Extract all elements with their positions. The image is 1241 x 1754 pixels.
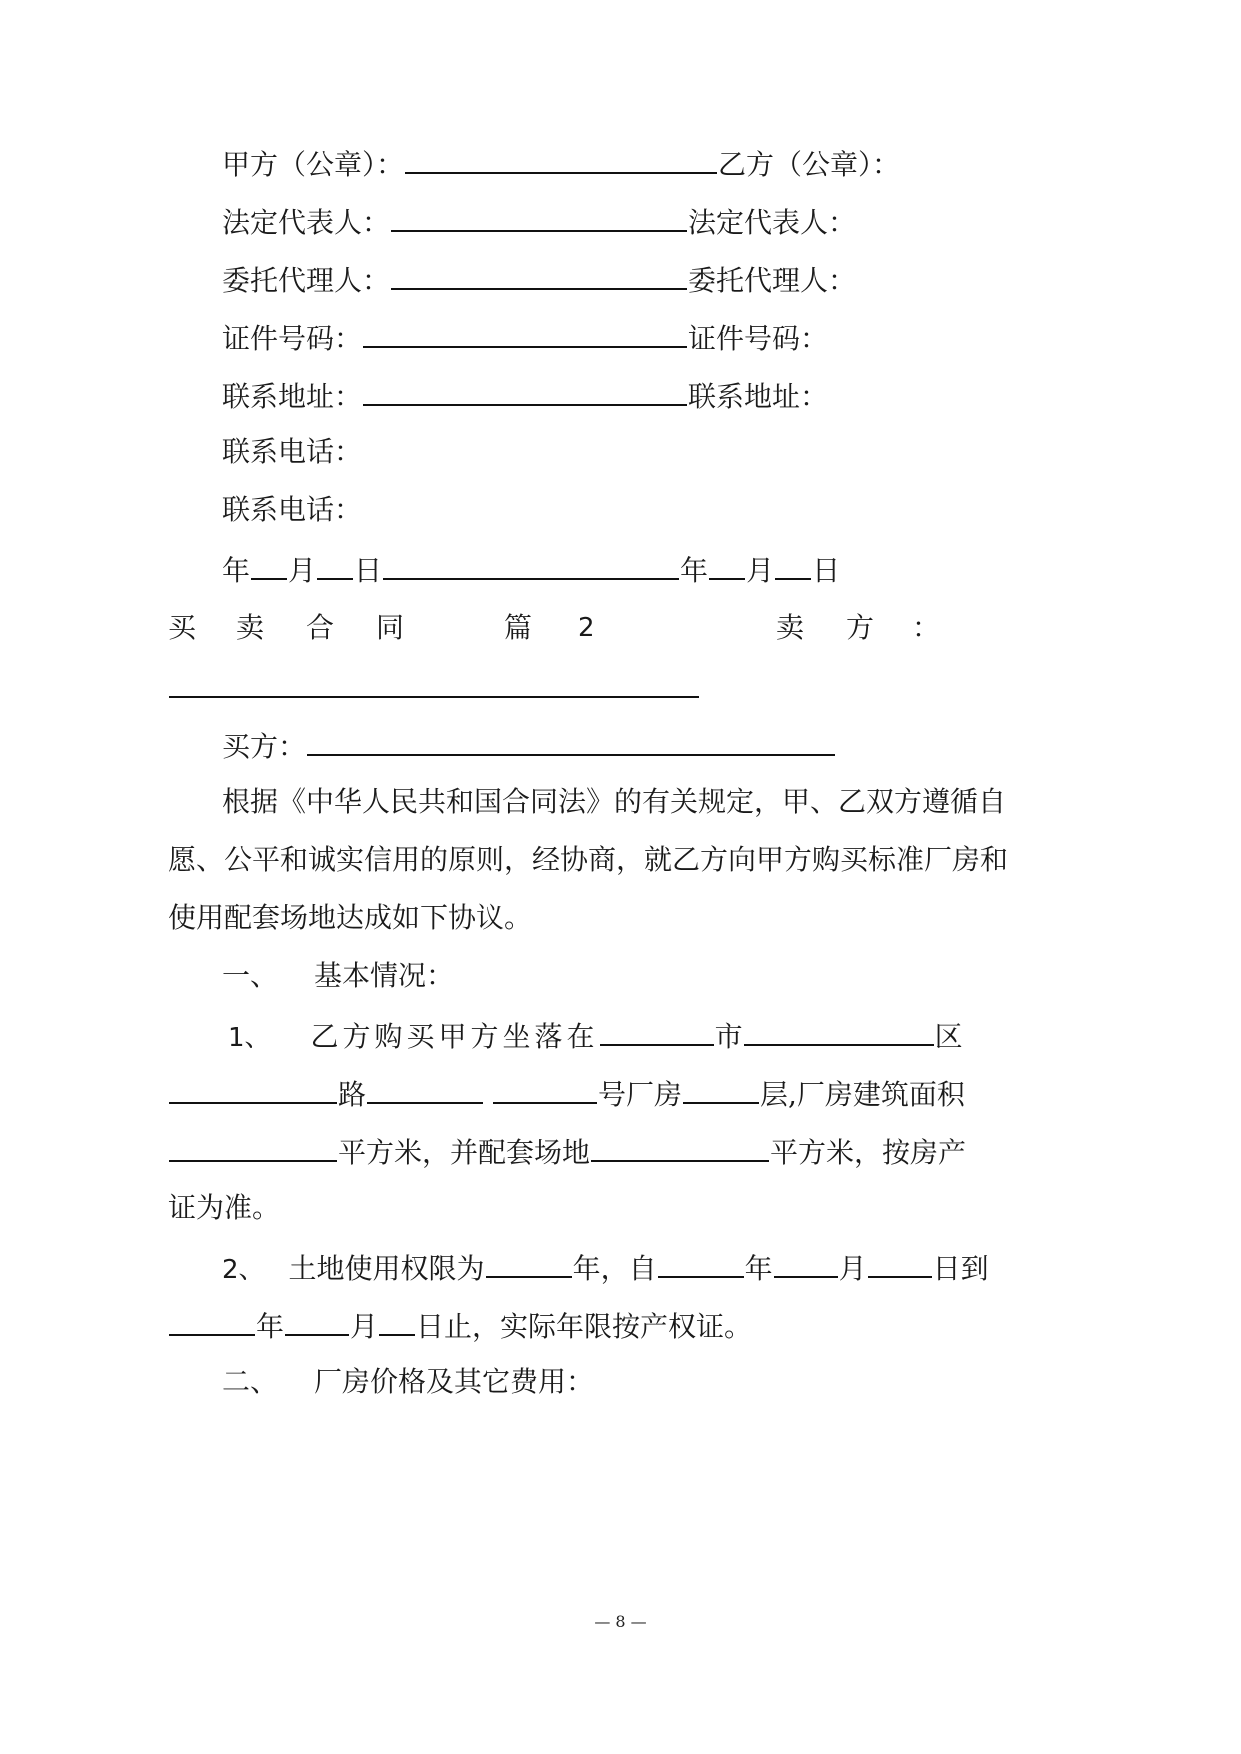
- title-number: 2: [578, 613, 595, 643]
- item2-text-a: 土地使用权限为: [288, 1252, 485, 1285]
- legal-rep-row: [222, 200, 856, 260]
- seal-row: [222, 142, 900, 202]
- item1-sqm2: 平方米，按房产: [770, 1136, 967, 1169]
- seller-char: 方: [846, 611, 875, 644]
- item1-line-1: [228, 1014, 963, 1074]
- title-char: 同: [376, 611, 405, 644]
- section2-num: 二、: [222, 1365, 279, 1398]
- agent-blank: [391, 258, 687, 290]
- legal-rep-b-label: 法定代表人：: [688, 206, 857, 239]
- item1-floor: 层,厂房建筑面积: [760, 1078, 965, 1111]
- address-row: [222, 374, 828, 434]
- legal-rep-a-label: 法定代表人：: [222, 206, 391, 239]
- item1-line-2: [168, 1072, 965, 1132]
- phone-b-label: 联系电话：: [222, 493, 363, 526]
- item1-area-blank: [169, 1072, 337, 1104]
- id-no-blank: [363, 316, 687, 348]
- item1-sqm: 平方米，并配套场地: [338, 1136, 591, 1169]
- phone-a-row: [222, 432, 362, 492]
- buyer-label: 买方：: [222, 730, 307, 763]
- date-b-month: 月: [746, 554, 775, 587]
- id-no-b-label: 证件号码：: [688, 322, 829, 355]
- agent-b-label: 委托代理人：: [688, 264, 857, 297]
- party-b-seal-label: 乙方（公章）：: [718, 148, 901, 181]
- item1-district-blank: [744, 1014, 934, 1046]
- section1-num: 一、: [222, 959, 279, 992]
- preamble-line-1: 根据《中华人民共和国合同法》的有关规定，甲、乙双方遵循自: [222, 785, 1007, 818]
- agent-row: [222, 258, 856, 318]
- buyer-blank: [307, 724, 835, 756]
- item2-line-2: [168, 1304, 752, 1364]
- section2-heading: [222, 1362, 594, 1422]
- id-no-row: [222, 316, 828, 376]
- item2-to-year-blank: [169, 1304, 255, 1336]
- item2-from-month-blank: [774, 1246, 838, 1278]
- item2-years-blank: [486, 1246, 572, 1278]
- date-a-day-blank: [317, 548, 353, 580]
- item1-sqm-blank: [169, 1130, 337, 1162]
- section1-title: 基本情况：: [314, 959, 455, 992]
- date-row: [222, 548, 840, 608]
- section2-title: 厂房价格及其它费用：: [314, 1365, 595, 1398]
- item2-to-day-blank: [379, 1304, 415, 1336]
- item2-y2: 年: [256, 1310, 285, 1343]
- item2-num: 2、: [222, 1255, 265, 1285]
- date-a-day: 日: [354, 554, 383, 587]
- preamble-line-3: 使用配套场地达成如下协议。: [168, 901, 533, 934]
- title-char: 篇: [504, 611, 533, 644]
- item1-line-3: [168, 1130, 966, 1190]
- agent-a-label: 委托代理人：: [222, 264, 391, 297]
- date-b-month-blank: [709, 548, 745, 580]
- date-a-month: 月: [288, 554, 317, 587]
- item2-m: 月: [838, 1252, 867, 1285]
- item1-line-4: 证为准。: [168, 1191, 281, 1224]
- item1-sqm2-blank: [591, 1130, 769, 1162]
- id-no-a-label: 证件号码：: [222, 322, 363, 355]
- title-char: 合: [306, 611, 335, 644]
- seller-blank-row: [168, 666, 700, 726]
- item1-no: 号厂房: [598, 1078, 683, 1111]
- address-blank: [363, 374, 687, 406]
- item2-year: 年，自: [572, 1252, 657, 1285]
- item1-floor-blank: [683, 1072, 759, 1104]
- legal-rep-blank: [391, 200, 687, 232]
- date-b-day: 日: [812, 554, 841, 587]
- item1-city: 市: [714, 1020, 743, 1053]
- phone-a-label: 联系电话：: [222, 435, 363, 468]
- item2-to-month-blank: [285, 1304, 349, 1336]
- date-b-day-blank: [775, 548, 811, 580]
- item1-road: 路: [338, 1078, 367, 1111]
- phone-b-row: [222, 490, 362, 550]
- item1-no-blank: [493, 1072, 597, 1104]
- item1-road-blank: [367, 1072, 483, 1104]
- contract2-title-row: [0, 608, 1241, 668]
- address-a-label: 联系地址：: [222, 380, 363, 413]
- item2-line-1: [222, 1246, 989, 1306]
- seller-char: ：: [912, 611, 941, 644]
- date-a-month-blank: [251, 548, 287, 580]
- item1-city-blank: [600, 1014, 714, 1046]
- date-b-year: 年: [680, 554, 709, 587]
- item1-num: 1、: [228, 1023, 271, 1053]
- preamble-line-2: 愿、公平和诚实信用的原则，经协商，就乙方向甲方购买标准厂房和: [168, 843, 1009, 876]
- date-a-year: 年: [222, 554, 251, 587]
- title-char: 卖: [236, 611, 265, 644]
- item2-m2: 月: [350, 1310, 379, 1343]
- title-char: 买: [168, 611, 197, 644]
- item1-text-a: 乙方购买甲方坐落在: [310, 1020, 599, 1053]
- item1-district: 区: [934, 1020, 963, 1053]
- section1-heading: [222, 956, 454, 1016]
- address-b-label: 联系地址：: [688, 380, 829, 413]
- item2-d-to: 日到: [932, 1252, 989, 1285]
- seller-char: 卖: [776, 611, 805, 644]
- item2-from-day-blank: [868, 1246, 932, 1278]
- party-a-seal-blank: [405, 142, 717, 174]
- seller-blank: [169, 666, 699, 698]
- buyer-row: [222, 724, 836, 784]
- date-spacer-blank: [383, 548, 679, 580]
- item2-from-year-blank: [658, 1246, 744, 1278]
- page-number: — 8 —: [594, 1612, 647, 1631]
- item2-y: 年: [744, 1252, 773, 1285]
- item2-end: 日止，实际年限按产权证。: [416, 1310, 753, 1343]
- party-a-seal-label: 甲方（公章）：: [222, 148, 405, 181]
